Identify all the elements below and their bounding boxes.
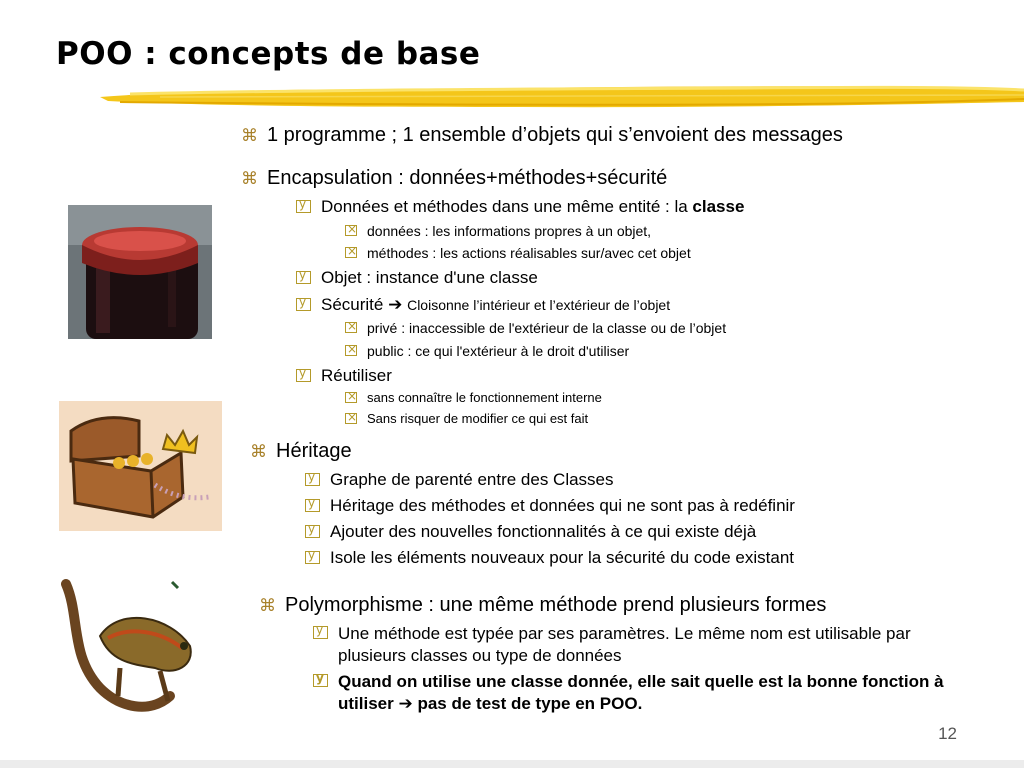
bullet-heritage bbox=[250, 440, 352, 464]
bullet-text: Isole les éléments nouveaux pour la sécurité du code existant bbox=[330, 548, 794, 567]
right-arrow-icon: ➔ bbox=[398, 694, 413, 714]
treasure-chest-image bbox=[59, 401, 222, 531]
command-key-icon: ⌘ bbox=[259, 596, 276, 615]
bullet-text: méthodes : les actions réalisables sur/avec cet objet bbox=[367, 245, 691, 261]
bullet-text: données : les informations propres à un objet, bbox=[367, 223, 652, 239]
bullet-text: Héritage des méthodes et données qui ne sont pas à redéfinir bbox=[330, 496, 795, 515]
bullet-text: Sans risquer de modifier ce qui est fait bbox=[367, 411, 589, 426]
sub-bullet-objet bbox=[296, 268, 538, 288]
bullet-text: Une méthode est typée par ses paramètres. Le même nom est utilisable par plusieurs classes ou type de données bbox=[338, 624, 911, 665]
slide-title: POO : concepts de base bbox=[56, 36, 481, 72]
checkbox-x-icon bbox=[345, 392, 357, 403]
bullet-text: Polymorphisme : une même méthode prend plusieurs formes bbox=[285, 594, 827, 616]
sub-sub-bullet-public bbox=[345, 343, 629, 359]
checkbox-y-icon bbox=[305, 551, 320, 564]
sub-sub-bullet-sans-risquer bbox=[345, 411, 588, 426]
bullet-text: Quand on utilise une classe donnée, elle sait quelle est la bonne fonction à utiliser bbox=[338, 672, 944, 713]
page-number: 12 bbox=[938, 724, 957, 743]
checkbox-y-icon bbox=[305, 525, 320, 538]
right-arrow-icon: ➔ bbox=[388, 295, 403, 315]
sub-bullet-methode-typee bbox=[313, 623, 983, 667]
bullet-text: public : ce qui l'extérieur à le droit d'utiliser bbox=[367, 343, 630, 359]
checkbox-y-icon bbox=[305, 499, 320, 512]
bullet-encapsulation bbox=[241, 167, 667, 191]
checkbox-y-icon bbox=[296, 298, 311, 311]
bullet-text: Sécurité bbox=[321, 295, 389, 314]
sub-bullet-securite bbox=[296, 295, 670, 315]
title-underline-stroke bbox=[100, 80, 1024, 116]
checkbox-y-icon bbox=[313, 674, 328, 687]
bullet-text: Réutiliser bbox=[321, 366, 392, 385]
checkbox-y-icon bbox=[296, 369, 311, 382]
bullet-text: Graphe de parenté entre des Classes bbox=[330, 470, 614, 489]
sub-bullet-reutiliser bbox=[296, 366, 392, 386]
chameleon-image bbox=[60, 576, 210, 726]
bullet-text: Données et méthodes dans une même entité : la bbox=[321, 197, 693, 216]
bullet-text: sans connaître le fonctionnement interne bbox=[367, 390, 602, 405]
bullet-text: Objet : instance d'une classe bbox=[321, 268, 538, 287]
command-key-icon: ⌘ bbox=[241, 126, 258, 145]
jar-photo bbox=[68, 205, 212, 339]
checkbox-x-icon bbox=[345, 225, 357, 236]
sub-sub-bullet-sans-connaitre bbox=[345, 390, 602, 405]
checkbox-y-icon bbox=[296, 200, 311, 213]
sub-sub-bullet-prive bbox=[345, 320, 726, 336]
checkbox-y-icon bbox=[305, 473, 320, 486]
bullet-small-text: Cloisonne l’intérieur et l’extérieur de l’objet bbox=[407, 297, 671, 313]
bullet-text: privé : inaccessible de l'extérieur de la classe ou de l’objet bbox=[367, 320, 727, 336]
sub-bullet-ajouter bbox=[305, 522, 756, 542]
checkbox-x-icon bbox=[345, 322, 357, 333]
bullet-polymorphisme bbox=[259, 594, 826, 618]
bullet-text: Héritage bbox=[276, 440, 352, 462]
bullet-text-end: pas de test de type en POO. bbox=[417, 694, 643, 713]
bullet-text: Encapsulation : données+méthodes+sécurité bbox=[267, 167, 668, 189]
checkbox-x-icon bbox=[345, 345, 357, 356]
bullet-text: Ajouter des nouvelles fonctionnalités à ce qui existe déjà bbox=[330, 522, 757, 541]
footer-strip bbox=[0, 760, 1024, 768]
bullet-bold-text: classe bbox=[692, 197, 745, 216]
checkbox-y-icon bbox=[313, 626, 328, 639]
checkbox-x-icon bbox=[345, 247, 357, 258]
checkbox-x-icon bbox=[345, 413, 357, 424]
sub-sub-bullet-donnees bbox=[345, 223, 651, 239]
sub-bullet-isole bbox=[305, 548, 794, 568]
command-key-icon: ⌘ bbox=[250, 442, 267, 461]
bullet-objects-messages bbox=[241, 124, 843, 148]
bullet-text: 1 programme ; 1 ensemble d’objets qui s’envoient des messages bbox=[267, 124, 843, 146]
sub-bullet-bonne-fonction bbox=[313, 671, 953, 715]
sub-bullet-heritage-methodes bbox=[305, 496, 795, 516]
command-key-icon: ⌘ bbox=[241, 169, 258, 188]
sub-sub-bullet-methodes bbox=[345, 245, 691, 261]
sub-bullet-graphe bbox=[305, 470, 614, 490]
checkbox-y-icon bbox=[296, 271, 311, 284]
sub-bullet-classe bbox=[296, 197, 744, 217]
